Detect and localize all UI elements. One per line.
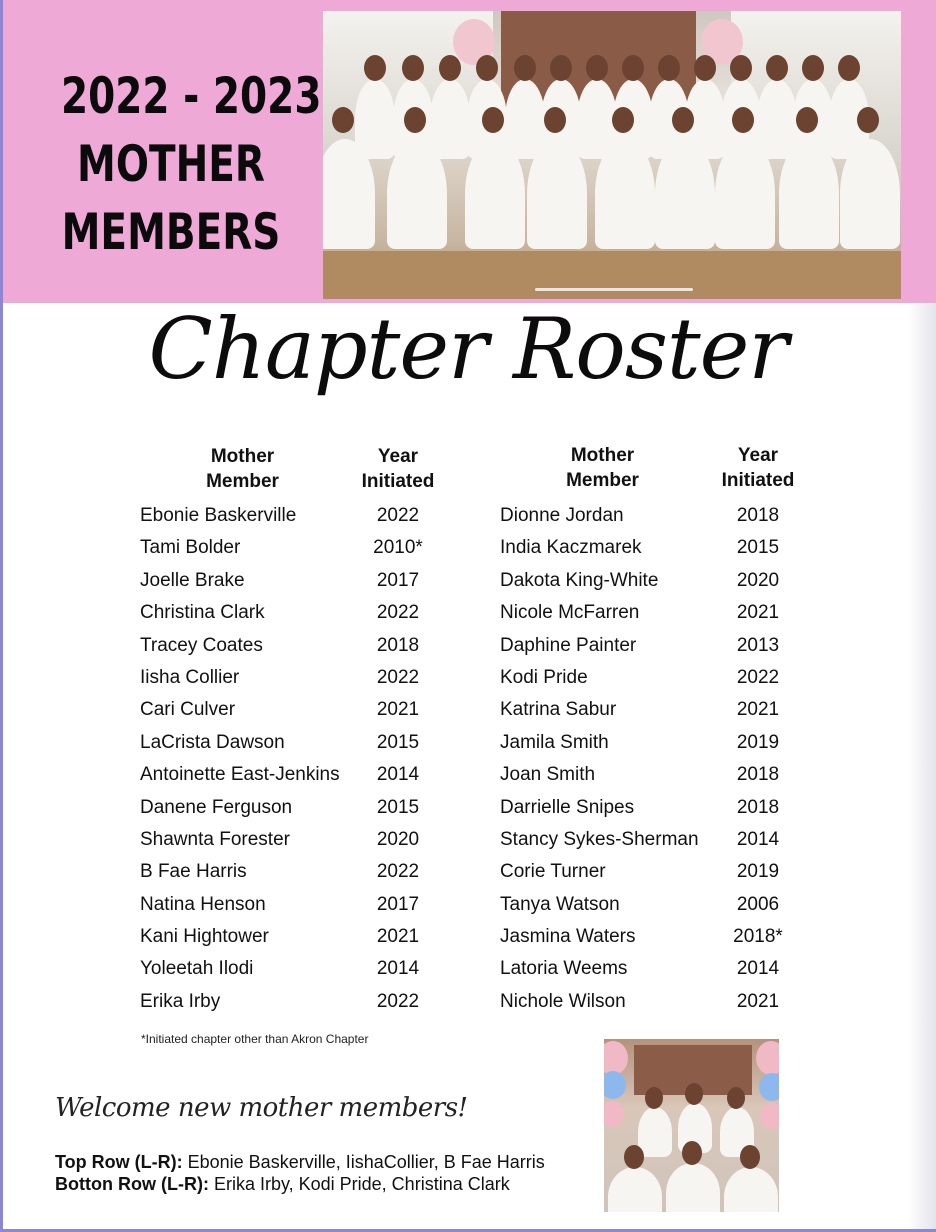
member-year: 2020 [376, 828, 420, 850]
member-name: Tanya Watson [500, 893, 620, 915]
member-name: Kani Hightower [140, 926, 269, 948]
member-name: B Fae Harris [140, 861, 247, 883]
header-title-line-3: MEMBERS [61, 203, 281, 261]
member-name: Kodi Pride [500, 666, 588, 688]
member-year: 2021 [736, 699, 780, 721]
member-name: Tami Bolder [140, 537, 241, 559]
member-name: Ebonie Baskerville [140, 505, 297, 526]
member-name: Danene Ferguson [140, 796, 293, 818]
member-year: 2018 [736, 796, 780, 818]
member-name: Yoleetah Ilodi [140, 958, 254, 980]
member-year: 2006 [736, 893, 780, 915]
member-year: 2022 [376, 666, 420, 688]
member-year: 2014 [376, 958, 420, 980]
member-name: Joan Smith [500, 764, 596, 786]
member-year: 2017 [376, 893, 420, 915]
caption-top-row-names: Ebonie Baskerville, IishaCollier, B Fae Harris [182, 1152, 545, 1172]
member-name: Jamila Smith [500, 731, 609, 753]
member-name: Dionne Jordan [500, 505, 624, 526]
caption-bottom-row-names: Erika Irby, Kodi Pride, Christina Clark [208, 1174, 510, 1194]
member-year: 2017 [376, 569, 420, 591]
member-year: 2019 [736, 731, 780, 753]
caption-top-row-label: Top Row (L-R): [55, 1152, 183, 1172]
member-name: Erika Irby [140, 990, 221, 1012]
member-name: Shawnta Forester [140, 828, 290, 850]
member-year: 2018 [376, 634, 420, 656]
member-name: Dakota King-White [500, 569, 659, 591]
caption-bottom-row-label: Botton Row (L-R): [55, 1174, 209, 1194]
member-name: Darrielle Snipes [500, 796, 635, 818]
header-initiated: Initiated [721, 470, 795, 491]
member-year: 2018 [736, 505, 780, 526]
header-year: Year [377, 446, 419, 467]
header-member: Member [566, 470, 639, 491]
chapter-roster-title: Chapter Roster [148, 300, 788, 398]
member-name: Stancy Sykes-Sherman [500, 828, 699, 850]
member-year: 2022 [736, 666, 780, 688]
member-year: 2022 [376, 861, 420, 883]
member-name: Latoria Weems [500, 958, 628, 980]
member-year: 2015 [376, 731, 420, 753]
member-year: 2022 [376, 990, 420, 1012]
member-year: 2015 [376, 796, 420, 818]
member-name: LaCrista Dawson [140, 731, 285, 753]
member-year: 2019 [736, 861, 780, 883]
member-name: Cari Culver [140, 699, 236, 721]
member-year: 2014 [736, 828, 780, 850]
member-year: 2021 [376, 926, 420, 948]
member-name: Joelle Brake [140, 569, 245, 591]
member-name: Tracey Coates [140, 634, 263, 656]
member-year: 2021 [736, 602, 780, 624]
header-initiated: Initiated [361, 471, 435, 492]
member-year: 2018 [736, 764, 780, 786]
header-mother: Mother [570, 445, 635, 466]
member-name: Corie Turner [500, 861, 606, 883]
roster-footnote: *Initiated chapter other than Akron Chapter [141, 1032, 369, 1046]
member-year: 2022 [376, 602, 420, 624]
member-year: 2021 [376, 699, 420, 721]
member-name: Katrina Sabur [500, 699, 617, 721]
header-mother: Mother [210, 446, 275, 467]
member-name: Christina Clark [140, 602, 265, 624]
member-name: Daphine Painter [500, 634, 637, 656]
member-year: 2020 [736, 569, 780, 591]
member-year: 2015 [736, 537, 780, 559]
header-title-line-2: MOTHER [77, 135, 265, 193]
member-name: Antoinette East-Jenkins [140, 764, 340, 786]
member-name: Nichole Wilson [500, 990, 626, 1012]
header-year: Year [737, 445, 779, 466]
member-name: Iisha Collier [140, 666, 240, 688]
member-year: 2018* [733, 926, 783, 948]
header-title-line-1: 2022 - 2023 [61, 67, 322, 125]
member-name: Jasmina Waters [500, 926, 636, 948]
welcome-script: Welcome new mother members! [55, 1093, 468, 1123]
member-year: 2014 [736, 958, 780, 980]
member-name: Nicole McFarren [500, 602, 640, 624]
member-year: 2021 [736, 990, 780, 1012]
member-year: 2022 [376, 505, 420, 526]
member-year: 2010* [373, 537, 423, 559]
member-year: 2014 [376, 764, 420, 786]
member-year: 2013 [736, 634, 780, 656]
member-name: Natina Henson [140, 893, 266, 915]
member-name: India Kaczmarek [500, 537, 642, 559]
header-member: Member [206, 471, 279, 492]
